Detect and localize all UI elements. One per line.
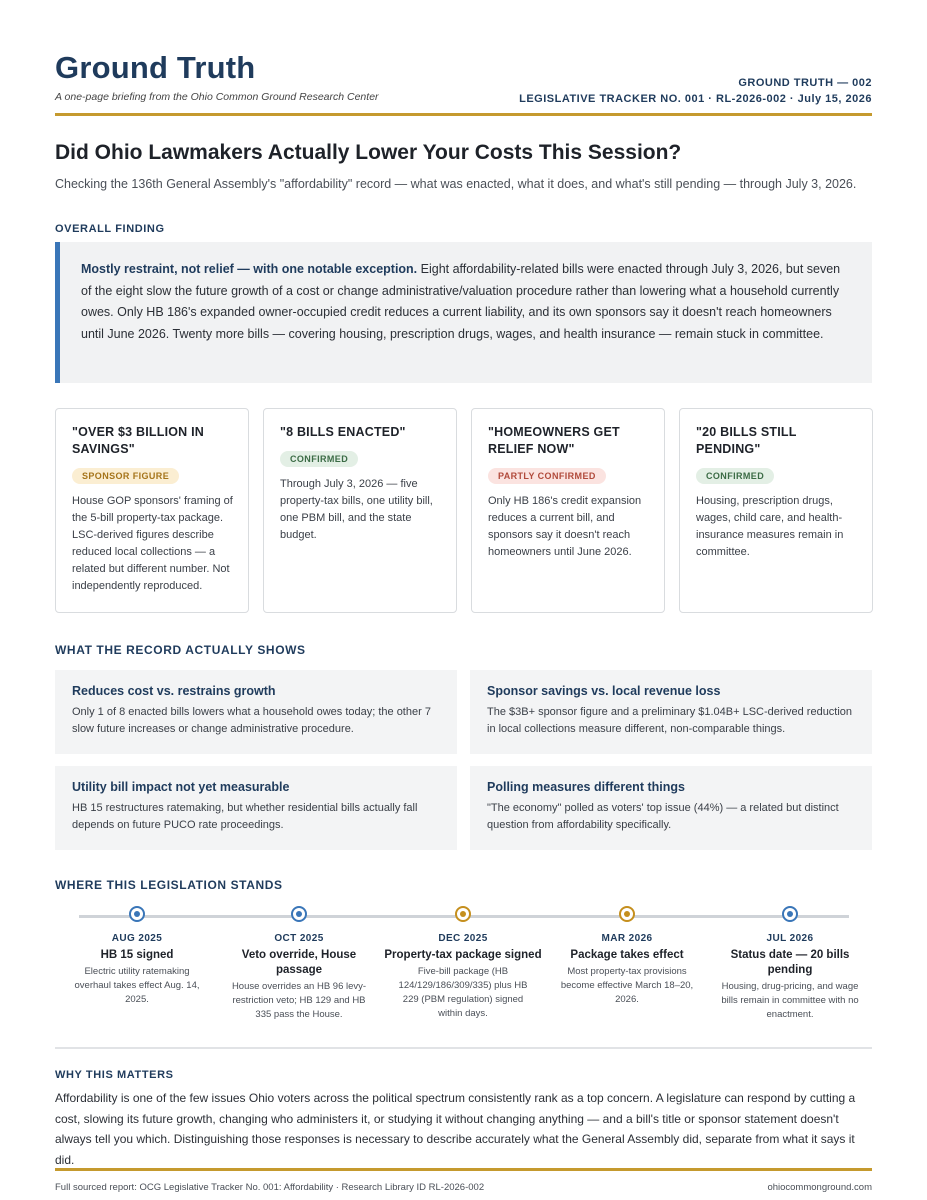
- dek: Checking the 136th General Assembly's "affordability" record — what was enacted, what it does, and what's still pending — through July 3, 2026.: [55, 177, 857, 191]
- masthead: [55, 50, 872, 116]
- record-body: HB 15 restructures ratemaking, but whether residential bills actually fall depends on future PUCO rate proceedings.: [72, 802, 418, 831]
- why-body: Affordability is one of the few issues Ohio voters across the political spectrum consistently rank as a top concern. A legislature can respond by cutting a cost, slowing its future growth, changing who administers it, or studying it without changing anything — and a bill's title or sponsor statement doesn't always tell you which. Distinguishing those responses is necessary to describe accurately what the General Assembly did, separate from what it says it did.: [55, 1091, 856, 1167]
- record-title: Utility bill impact not yet measurable: [72, 780, 290, 794]
- claim-body: House GOP sponsors' framing of the 5-bill property-tax package. LSC-derived figures describe reduced local collections — a related but different number. Not independently reproduced.: [72, 495, 233, 592]
- event-date: AUG 2025: [111, 933, 163, 944]
- event-title: Veto override, House passage: [241, 949, 357, 976]
- timeline-node: [455, 906, 471, 922]
- finding-lead: Mostly restraint, not relief — with one notable exception.: [81, 262, 418, 276]
- timeline-node: [782, 906, 798, 922]
- event-desc: Electric utility ratemaking overhaul takes effect Aug. 14, 2025.: [74, 966, 200, 1005]
- claim-card: [679, 408, 873, 613]
- claim-cards: [55, 408, 872, 613]
- event-desc: Five-bill package (HB 124/129/186/309/335) plus HB 229 (PBM regulation) signed within days.: [398, 966, 528, 1019]
- claim-title: "HOMEOWNERS GET RELIEF NOW": [488, 425, 620, 456]
- why-label: WHY THIS MATTERS: [55, 1069, 174, 1081]
- event-date: OCT 2025: [274, 933, 324, 944]
- event-title: Package takes effect: [570, 949, 684, 961]
- timeline-event: [219, 933, 379, 1022]
- timeline-label: WHERE THIS LEGISLATION STANDS: [55, 878, 283, 892]
- verdict-badge: CONFIRMED: [280, 451, 358, 467]
- finding-body: Eight affordability-related bills were enacted through July 3, 2026, but seven of the eight slow the future growth of a cost or change administrative/valuation procedure rather than lowering what a household currently owes. Only HB 186's expanded owner-occupied credit reduces a current liability, and its own sponsors say it doesn't reach homeowners until June 2026. Twenty more bills — covering housing, prescription drugs, wages, and health insurance — remain stuck in committee.: [81, 262, 841, 342]
- issue-number: GROUND TRUTH — 002: [738, 77, 872, 89]
- claim-card: [55, 408, 249, 613]
- record-body: Only 1 of 8 enacted bills lowers what a household owes today; the other 7 slow future increases or change administrative procedure.: [72, 706, 431, 735]
- issue-info: [519, 75, 872, 107]
- claim-body: Only HB 186's credit expansion reduces a current bill, and sponsors say it doesn't reach homeowners until June 2026.: [488, 495, 642, 558]
- briefing-page: [55, 0, 872, 1200]
- record-title: Sponsor savings vs. local revenue loss: [487, 684, 721, 698]
- timeline-event: [383, 933, 543, 1021]
- event-date: MAR 2026: [601, 933, 653, 944]
- record-item: [55, 670, 457, 754]
- footer-rule: [55, 1168, 872, 1171]
- claim-title: "OVER $3 BILLION IN SAVINGS": [72, 425, 204, 456]
- tagline: A one-page briefing from the Ohio Common Ground Research Center: [55, 91, 379, 103]
- claim-body: Housing, prescription drugs, wages, child care, and health-insurance measures remain in committee.: [696, 495, 844, 558]
- record-item: [55, 766, 457, 850]
- section-divider: [55, 1047, 872, 1049]
- record-item: [470, 766, 872, 850]
- event-title: HB 15 signed: [100, 949, 174, 961]
- timeline-node: [291, 906, 307, 922]
- claim-title: "20 BILLS STILL PENDING": [696, 425, 797, 456]
- record-label: WHAT THE RECORD ACTUALLY SHOWS: [55, 643, 306, 657]
- claim-body: Through July 3, 2026 — five property-tax bills, one utility bill, one PBM bill, and the state budget.: [280, 478, 433, 541]
- event-desc: Most property-tax provisions become effective March 18–20, 2026.: [560, 966, 694, 1005]
- footer-site-link[interactable]: ohiocommonground.com: [767, 1182, 872, 1193]
- timeline-node: [619, 906, 635, 922]
- brand-title: Ground Truth: [55, 50, 256, 85]
- timeline-event: [710, 933, 870, 1022]
- verdict-badge: PARTLY CONFIRMED: [488, 468, 606, 484]
- verdict-badge: CONFIRMED: [696, 468, 774, 484]
- footer-source: Full sourced report: OCG Legislative Tracker No. 001: Affordability · Research Library ID RL-2026-002: [55, 1182, 485, 1193]
- event-title: Property-tax package signed: [384, 949, 542, 961]
- record-item: [470, 670, 872, 754]
- timeline-event: [57, 933, 217, 1007]
- claim-card: [471, 408, 665, 613]
- record-title: Reduces cost vs. restrains growth: [72, 684, 276, 698]
- tracker-id: LEGISLATIVE TRACKER NO. 001 · RL-2026-002 · July 15, 2026: [519, 93, 872, 105]
- event-desc: House overrides an HB 96 levy-restriction veto; HB 129 and HB 335 pass the House.: [231, 981, 367, 1020]
- claim-title: "8 BILLS ENACTED": [280, 425, 406, 439]
- event-date: JUL 2026: [766, 933, 814, 944]
- timeline-node: [129, 906, 145, 922]
- finding-label: OVERALL FINDING: [55, 223, 165, 235]
- event-title: Status date — 20 bills pending: [730, 949, 850, 976]
- event-date: DEC 2025: [438, 933, 488, 944]
- record-title: Polling measures different things: [487, 780, 685, 794]
- record-body: The $3B+ sponsor figure and a preliminary $1.04B+ LSC-derived reduction in local collections measure different, non-comparable things.: [487, 706, 853, 735]
- timeline-event: [547, 933, 707, 1007]
- headline: Did Ohio Lawmakers Actually Lower Your Costs This Session?: [55, 141, 682, 164]
- verdict-badge: SPONSOR FIGURE: [72, 468, 179, 484]
- event-desc: Housing, drug-pricing, and wage bills remain in committee with no enactment.: [721, 981, 859, 1020]
- claim-card: [263, 408, 457, 613]
- record-body: "The economy" polled as voters' top issue (44%) — a related but distinct question from affordability specifically.: [487, 802, 839, 831]
- finding-box: [55, 242, 872, 383]
